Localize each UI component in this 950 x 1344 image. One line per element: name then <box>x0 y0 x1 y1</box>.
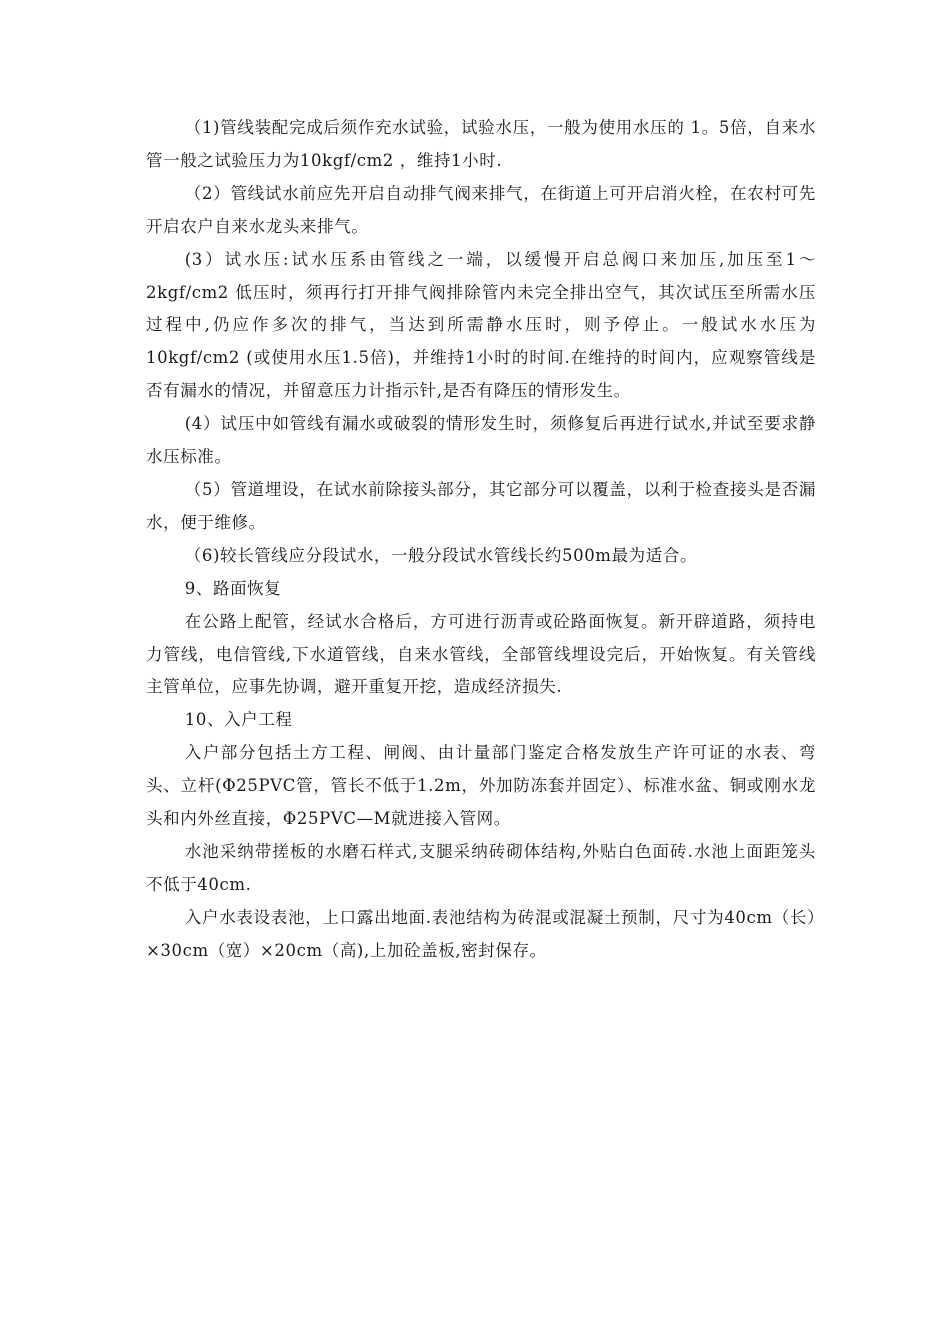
paragraph-meter-pit: 入户水表设表池，上口露出地面.表池结构为砖混或混凝土预制，尺寸为40cm（长）×30cm（宽）×20cm（高),上加砼盖板,密封保存。 <box>146 907 816 960</box>
paragraph-household-scope: 入户部分包括土方工程、闸阀、由计量部门鉴定合格发放生产许可证的水表、弯头、立杆(Φ25PVC管，管长不低于1.2m，外加防冻套并固定）、标准水盆、铜或刚水龙头和内外丝直接，Φ25PVC—M就进接入管网。 <box>146 743 816 829</box>
paragraph-leak-repair: (4）试压中如管线有漏水或破裂的情形发生时，须修复后再进行试水,并试至要求静水压标准。 <box>146 414 816 467</box>
document-body <box>146 112 816 968</box>
paragraph-basin-style: 水池采纳带搓板的水磨石样式,支腿采纳砖砌体结构,外贴白色面砖.水池上面距笼头不低于40cm. <box>146 841 816 894</box>
section-heading-road-restoration: 9、路面恢复 <box>184 578 282 598</box>
paragraph-pipe-burial: （5）管道埋设，在试水前除接头部分，其它部分可以覆盖，以利于检查接头是否漏水，便于维修。 <box>146 479 816 532</box>
paragraph-air-release: （2）管线试水前应先开启自动排气阀来排气，在街道上可开启消火栓，在农村可先开启农户自来水龙头来排气。 <box>146 183 816 236</box>
section-heading-household-connection: 10、入户工程 <box>184 710 293 730</box>
paragraph-road-restoration: 在公路上配管，经试水合格后，方可进行沥青或砼路面恢复。新开辟道路，须持电力管线，电信管线,下水道管线，自来水管线，全部管线埋设完后，开始恢复。有关管线主管单位，应事先协调，避开重复开挖，造成经济损失. <box>146 611 816 697</box>
paragraph-pressurization: (3）试水压:试水压系由管线之一端，以缓慢开启总阀口来加压,加压至1～2kgf/cm2 低压时，须再行打开排气阀排除管内未完全排出空气，其次试压至所需水压过程中,仍应作多次的排气，当达到所需静水压时，则予停止。一般试水水压为10kgf/cm2 (或使用水压1.5倍)，并维持1小时的时间.在维持的时间内，应观察管线是否有漏水的情况，并留意压力计指示针,是否有降压的情形发生。 <box>146 249 816 401</box>
paragraph-water-test-pressure: （1)管线装配完成后须作充水试验，试验水压，一般为使用水压的 1。5倍，自来水管一般之试验压力为10kgf/cm2 ，维持1小时. <box>146 118 816 170</box>
paragraph-segment-testing: （6)较长管线应分段试水，一般分段试水管线长约500m最为适合。 <box>184 545 698 565</box>
